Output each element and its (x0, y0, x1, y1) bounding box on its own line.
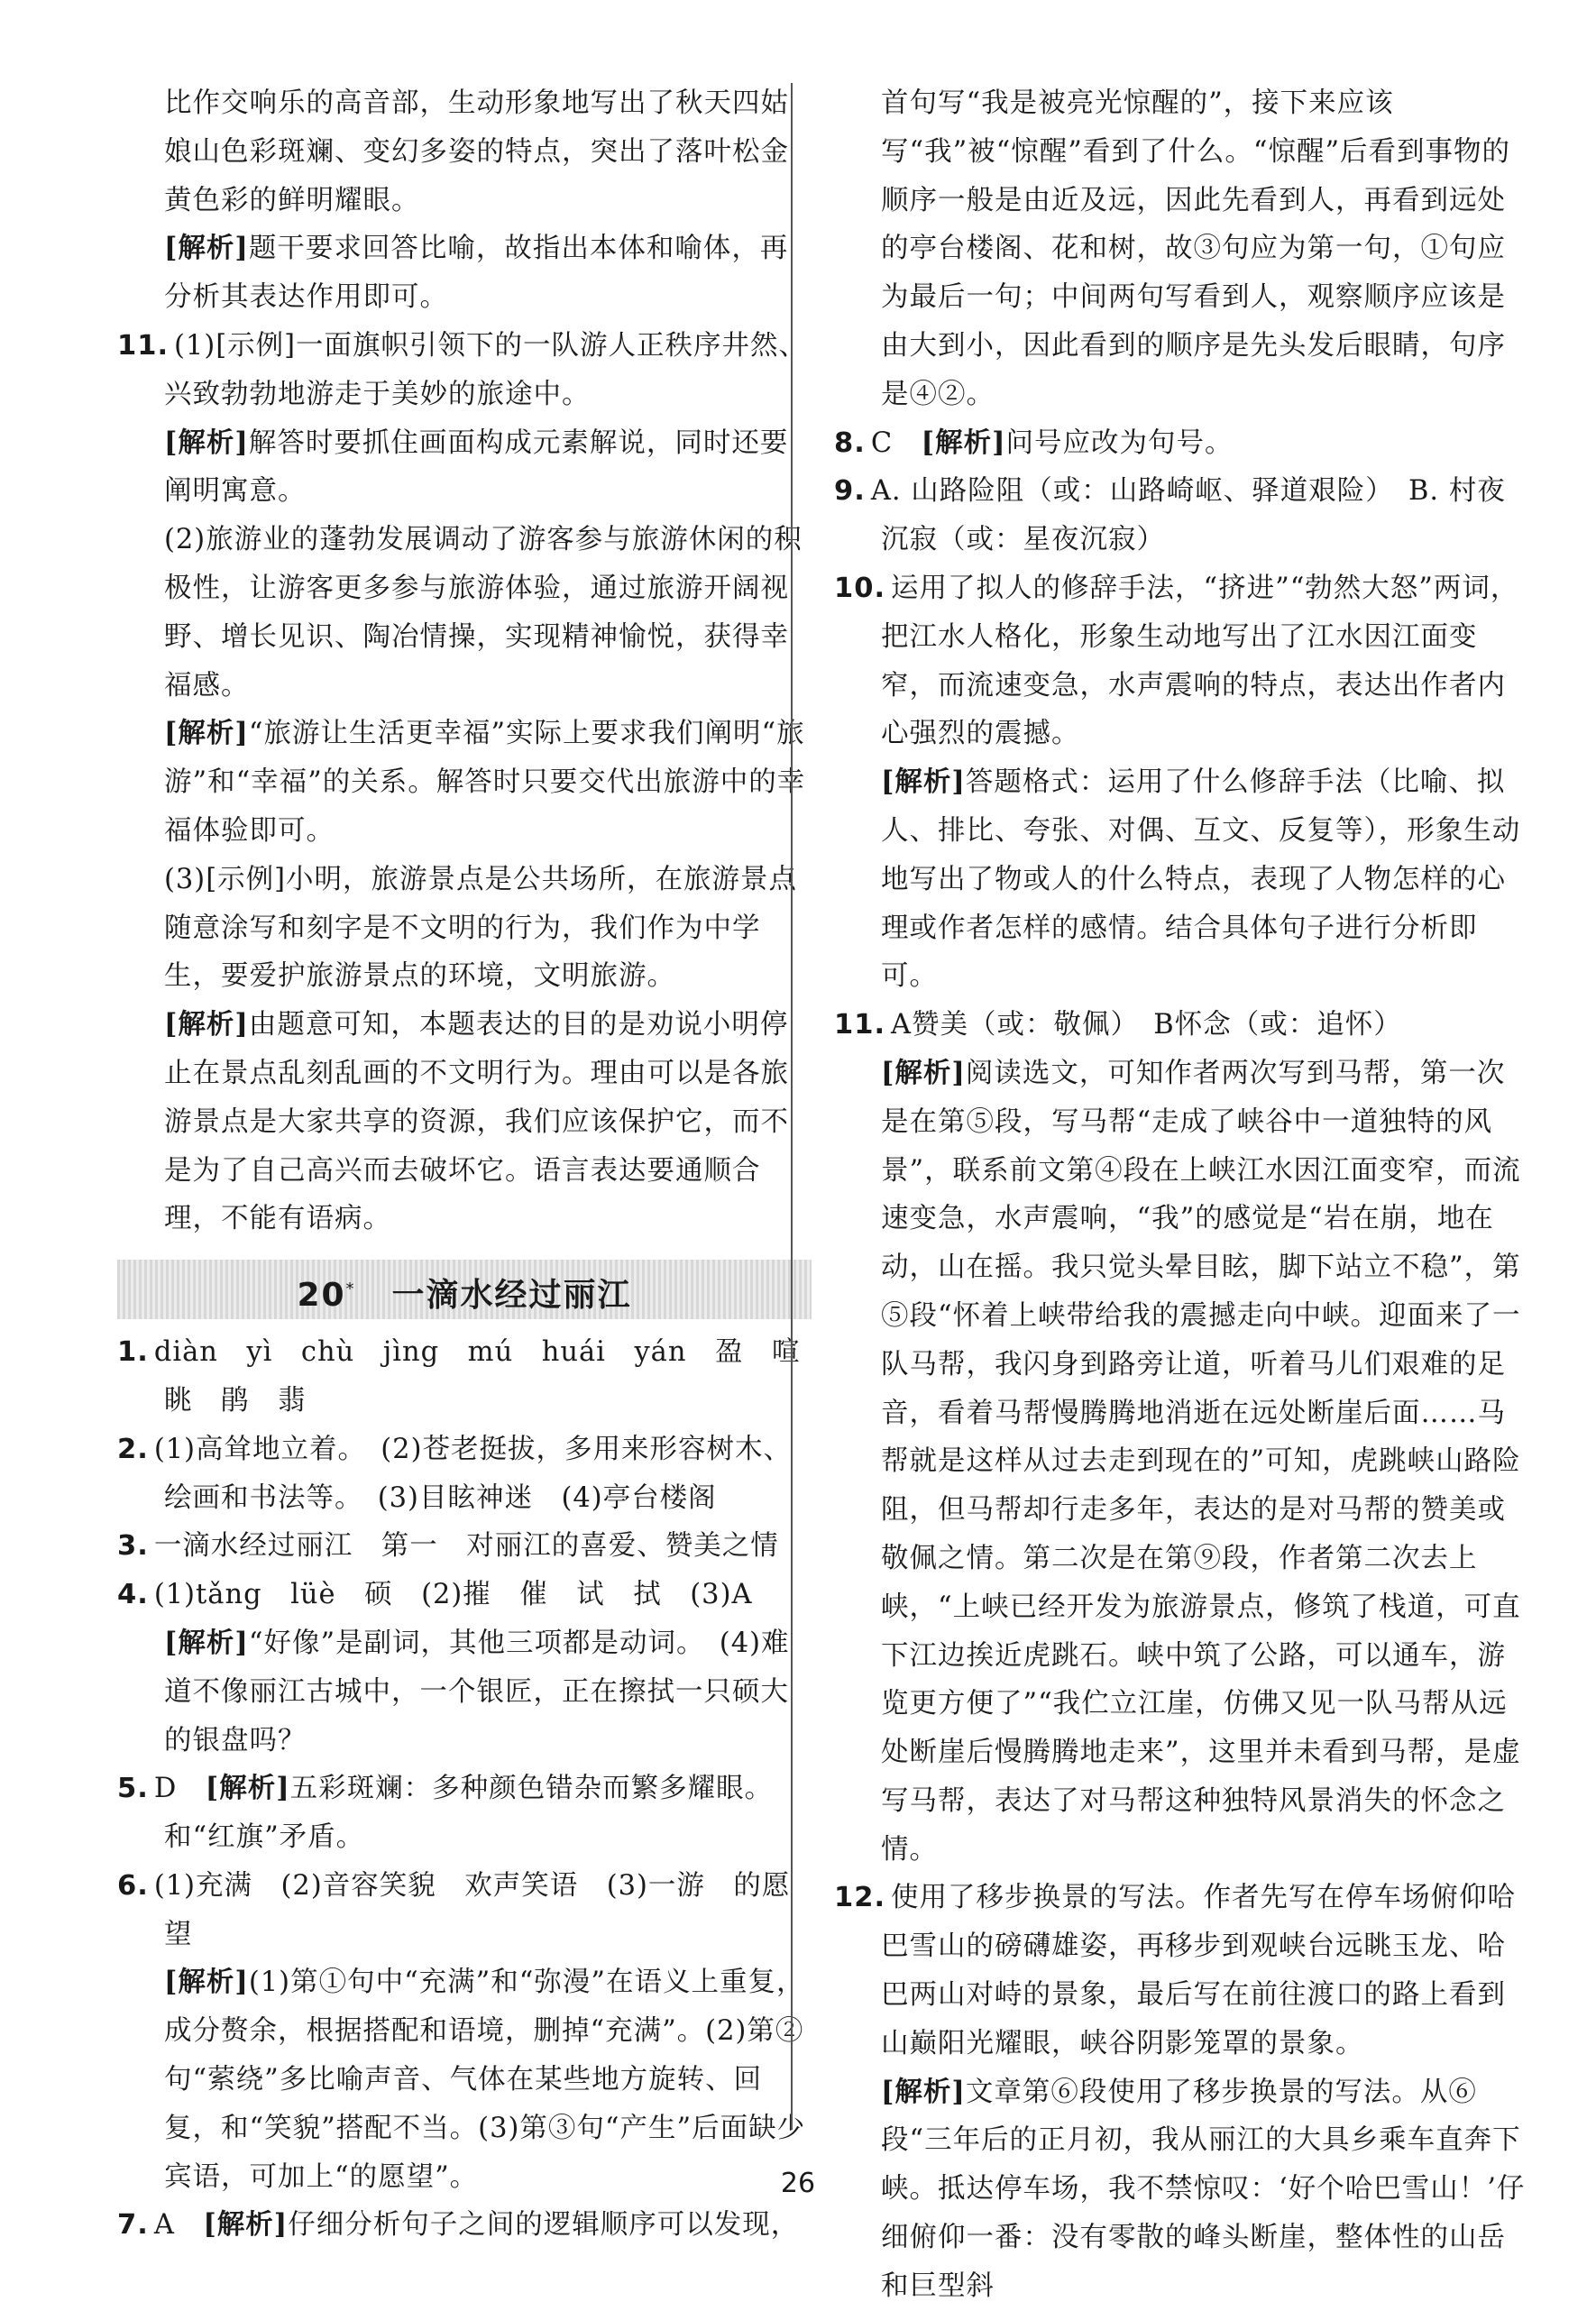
answer-item (834, 467, 1528, 564)
item-number: 8. (834, 426, 866, 459)
answer-item (117, 2201, 812, 2250)
item-text: A [解析]仔细分析句子之间的逻辑顺序可以发现， (153, 2208, 800, 2242)
left-column (117, 79, 829, 2250)
item-number: 6. (117, 1869, 149, 1902)
analysis-tag: [解析] (203, 2208, 289, 2242)
answer-item (117, 1328, 829, 1426)
item-text: (1)充满 (2)音容笑貌 欢声笑语 (3)一游 的愿望 (153, 1869, 791, 1950)
analysis-tag: [解析] (881, 1056, 966, 1089)
item-text: [解析]阅读选文，可知作者两次写到马帮，第一次是在第⑤段，写马帮“走成了峡谷中一道独特的风景”，联系前文第④段在上峡江水因江面变窄，而流速变急，水声震响，“我”的感觉是“岩在崩，地在动，山在摇。我只觉头晕目眩，脚下站立不稳”，第⑤段“怀着上峡带给我的震撼走向中峡。迎面来了一队马帮，我闪身到路旁让道，听着马儿们艰难的足音，看着马帮慢腾腾地消逝在远处断崖后面……马帮就是这样从过去走到现在的”可知，虎跳峡山路险阻，但马帮却行走多年，表达的是对马帮的赞美或敬佩之情。第二次是在第⑨段，作者第二次去上峡，“上峡已经开发为旅游景点，修筑了栈道，可直下江边挨近虎跳石。峡中筑了公路，可以通车，游览更方便了”“我伫立江崖，仿佛又见一队马帮从远处断崖后慢腾腾地走来”，这里并未看到马帮，是虚写马帮，表达了对马帮这种独特风景消失的怀念之情。 (881, 1056, 1521, 1866)
item-number: 3. (117, 1530, 149, 1563)
item-text: [解析](1)第①句中“充满”和“弥漫”在语义上重复，成分赘余，根据搭配和语境，删掉“充满”。(2)第②句“萦绕”多比喻声音、气体在某些地方旋转、回复，和“笑貌”搭配不当。(3)第③句“产生”后面缺少宾语，可加上“的愿望”。 (164, 1966, 806, 2193)
item-number: 2. (117, 1433, 149, 1465)
answer-item (834, 1001, 1528, 1050)
item-number: 5. (117, 1773, 149, 1805)
item-text: (1)tǎng lüè 硕 (2)摧 催 试 拭 (3)A [解析]“好像”是副词，其他三项都是动词。 (4)难道不像丽江古城中，一个银匠，正在擦拭一只硕大的银盘吗？ (153, 1579, 790, 1756)
answer-note (117, 710, 812, 855)
answer-note (117, 516, 812, 710)
answer-item (117, 322, 812, 419)
item-text: [解析]由题意可知，本题表达的目的是劝说小明停止在景点乱刻乱画的不文明行为。理由可以是各旅游景点是大家共享的资源，我们应该保护它，而不是为了自己高兴而去破坏它。语言表达要通顺合理，不能有语病。 (164, 1008, 789, 1235)
item-text: [解析]答题格式：运用了什么修辞手法（比喻、拟人、排比、夸张、对偶、互文、反复等），形象生动地写出了物或人的什么特点，表现了人物怎样的心理或作者怎样的感情。结合具体句子进行分析即可。 (881, 766, 1521, 993)
item-number: 9. (834, 475, 866, 508)
item-text: A赞美（或：敬佩） B怀念（或：追怀） (891, 1009, 1402, 1041)
item-text: (1)[示例]一面旗帜引领下的一队游人正秩序井然、兴致勃勃地游走于美妙的旅途中。 (164, 329, 808, 410)
answer-note (117, 1958, 812, 2201)
column-divider (791, 83, 793, 2130)
answer-note (834, 758, 1528, 1001)
analysis-tag: [解析] (881, 2075, 966, 2108)
item-number: 7. (117, 2209, 149, 2242)
item-text: D [解析]五彩斑斓：多种颜色错杂而繁多耀眼。和“红旗”矛盾。 (153, 1772, 774, 1854)
answer-note (834, 79, 1528, 419)
answer-note (834, 1050, 1528, 1875)
item-number: 12. (834, 1882, 886, 1914)
item-number: 1. (117, 1336, 149, 1369)
item-number: 11. (117, 329, 170, 362)
item-text: [解析]“旅游让生活更幸福”实际上要求我们阐明“旅游”和“幸福”的关系。解答时只要交代出旅游中的幸福体验即可。 (164, 717, 806, 847)
analysis-tag: [解析] (164, 232, 249, 265)
item-text: [解析]文章第⑥段使用了移步换景的写法。从⑥段“三年后的正月初，我从丽江的大具乡乘车直奔下峡。抵达停车场，我不禁惊叹：‘好个哈巴雪山！’仔细俯仰一番：没有零散的峰头断崖，整体性的山岳和巨型斜 (881, 2075, 1526, 2302)
item-text: A. 山路险阻（或：山路崎岖、驿道艰险） B. 村夜沉寂（或：星夜沉寂） (870, 475, 1506, 556)
answer-note (117, 225, 812, 322)
analysis-tag: [解析] (881, 766, 966, 799)
analysis-tag: [解析] (164, 1966, 249, 1999)
answer-note (117, 79, 812, 225)
item-number: 4. (117, 1579, 149, 1611)
item-number: 10. (834, 572, 886, 604)
analysis-tag: [解析] (164, 426, 249, 459)
answer-note (117, 1001, 812, 1243)
answer-note (117, 419, 812, 517)
section-heading: 一滴水经过丽江 (391, 1277, 632, 1315)
analysis-tag: [解析] (921, 426, 1006, 459)
item-text: (1)高耸地立着。 (2)苍老挺拔，多用来形容树木、绘画和书法等。 (3)目眩神迷 (4)亭台楼阁 (153, 1433, 792, 1514)
item-text: 使用了移步换景的写法。作者先写在停车场俯仰哈巴雪山的磅礴雄姿，再移步到观峡台远眺玉龙、哈巴两山对峙的景象，最后写在前往渡口的路上看到山巅阳光耀眼，峡谷阴影笼罩的景象。 (881, 1882, 1517, 2059)
item-text: [解析]题干要求回答比喻，故指出本体和喻体，再分析其表达作用即可。 (164, 232, 789, 314)
item-text: 一滴水经过丽江 第一 对丽江的喜爱、赞美之情 (153, 1530, 779, 1563)
item-text: [解析]解答时要抓住画面构成元素解说，同时还要阐明寓意。 (164, 426, 789, 508)
analysis-tag: [解析] (164, 717, 249, 750)
section-title (117, 1260, 812, 1319)
section-number: 20 (297, 1277, 346, 1315)
answer-item (117, 1571, 812, 1765)
section-star: * (345, 1279, 356, 1299)
item-text: diàn yì chù jìng mú huái yán 盈 喧 眺 鹃 翡 (153, 1336, 829, 1417)
item-number: 11. (834, 1009, 886, 1041)
analysis-tag: [解析] (205, 1772, 290, 1805)
answer-item (834, 419, 1528, 468)
answer-item (834, 564, 1528, 758)
answer-item (117, 1862, 812, 1959)
page-number: 26 (780, 2168, 816, 2199)
answer-item (117, 1522, 812, 1571)
analysis-tag: [解析] (164, 1626, 249, 1659)
item-text: (2)旅游业的蓬勃发展调动了游客参与旅游休闲的积极性，让游客更多参与旅游体验，通过旅游开阔视野、增长见识、陶冶情操，实现精神愉悦，获得幸福感。 (164, 524, 803, 702)
item-text: 首句写“我是被亮光惊醒的”，接下来应该写“我”被“惊醒”看到了什么。“惊醒”后看到事物的顺序一般是由近及远，因此先看到人，再看到远处的亭台楼阁、花和树，故③句应为第一句，①句应为最后一句；中间两句写看到人，观察顺序应该是由大到小，因此看到的顺序是先头发后眼睛，句序是④②。 (881, 87, 1511, 410)
answer-item (117, 1765, 812, 1862)
item-text: 比作交响乐的高音部，生动形象地写出了秋天四姑娘山色彩斑斓、变幻多姿的特点，突出了落叶松金黄色彩的鲜明耀眼。 (164, 87, 789, 216)
analysis-tag: [解析] (164, 1008, 249, 1041)
item-text: (3)[示例]小明，旅游景点是公共场所，在旅游景点随意涂写和刻字是不文明的行为，我们作为中学生，要爱护旅游景点的环境，文明旅游。 (164, 863, 798, 993)
right-column (834, 79, 1528, 2311)
answer-note (117, 856, 812, 1001)
answer-item (117, 1426, 812, 1523)
answer-item (834, 1874, 1528, 2068)
item-text: C [解析]问号应改为句号。 (870, 426, 1234, 459)
item-text: 运用了拟人的修辞手法，“挤进”“勃然大怒”两词，把江水人格化，形象生动地写出了江水因江面变窄，而流速变急，水声震响的特点，表达出作者内心强烈的震撼。 (881, 572, 1519, 750)
